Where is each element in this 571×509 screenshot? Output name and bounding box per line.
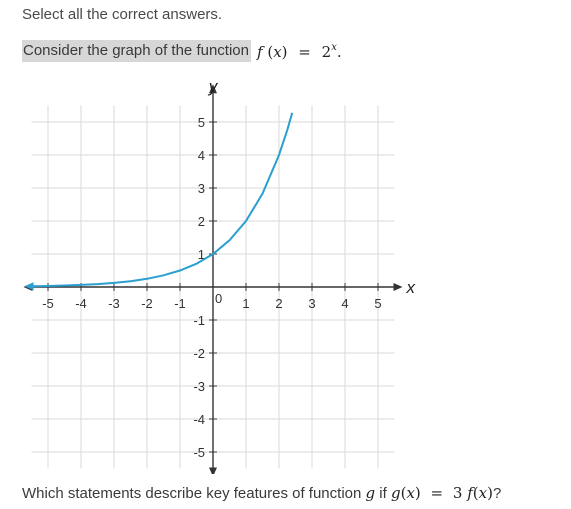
- x-tick-label: 1: [242, 296, 250, 311]
- x-tick-label: -5: [42, 296, 54, 311]
- prompt-close-paren: ): [281, 42, 288, 61]
- x-tick-label: 4: [341, 296, 349, 311]
- y-tick-label: -4: [193, 412, 205, 427]
- question-g-name: g: [365, 484, 376, 502]
- x-tick-label: 3: [308, 296, 316, 311]
- x-tick-label: 2: [275, 296, 283, 311]
- question-coefficient: 3: [452, 484, 463, 502]
- question-rhs-name: f: [467, 484, 473, 502]
- x-tick-label: 5: [374, 296, 382, 311]
- prompt-function-name: f: [256, 42, 263, 61]
- x-axis-arrow-right: [394, 283, 403, 291]
- y-tick-label: 1: [197, 247, 205, 262]
- y-tick-label: 2: [197, 214, 205, 229]
- y-axis-arrow-down: [209, 468, 217, 475]
- prompt-exponent: x: [331, 41, 337, 53]
- question-lhs-arg: x: [406, 484, 415, 502]
- prompt-function: [257, 42, 342, 61]
- y-axis-label: y: [208, 77, 218, 96]
- question-rhs-arg: x: [478, 484, 488, 502]
- function-curve: [32, 113, 293, 286]
- prompt-text: Consider the graph of the function: [22, 40, 251, 62]
- prompt-line: [22, 40, 342, 62]
- prompt-period: .: [336, 42, 342, 61]
- y-tick-label: 5: [197, 115, 205, 130]
- x-tick-label: -4: [75, 296, 87, 311]
- question-mark: ?: [492, 485, 502, 502]
- x-tick-label: -2: [141, 296, 153, 311]
- y-tick-label: 4: [197, 148, 205, 163]
- question-equals: =: [430, 484, 444, 502]
- prompt-open-paren: (: [267, 42, 274, 61]
- x-axis-label: x: [406, 278, 415, 297]
- y-tick-label: -3: [193, 379, 205, 394]
- prompt-equals: =: [298, 42, 311, 61]
- question-if: if: [379, 485, 387, 502]
- y-tick-label: -1: [193, 313, 205, 328]
- question-text: Which statements describe key features of function: [22, 485, 362, 502]
- prompt-function-arg: x: [273, 42, 282, 61]
- question-line: [22, 484, 501, 502]
- question-lhs-name: g: [390, 484, 401, 502]
- prompt-base: 2: [321, 42, 332, 61]
- y-tick-label: -2: [193, 346, 205, 361]
- exponential-graph: [20, 74, 420, 474]
- instructions-text: Select all the correct answers.: [22, 6, 223, 23]
- x-tick-label: -1: [174, 296, 186, 311]
- origin-label: 0: [215, 291, 223, 306]
- y-tick-label: 3: [197, 181, 205, 196]
- question-equation: g(x) = 3 f(x): [390, 484, 493, 502]
- x-tick-label: -3: [108, 296, 120, 311]
- y-tick-label: -5: [193, 445, 205, 460]
- graph-container: [20, 74, 420, 474]
